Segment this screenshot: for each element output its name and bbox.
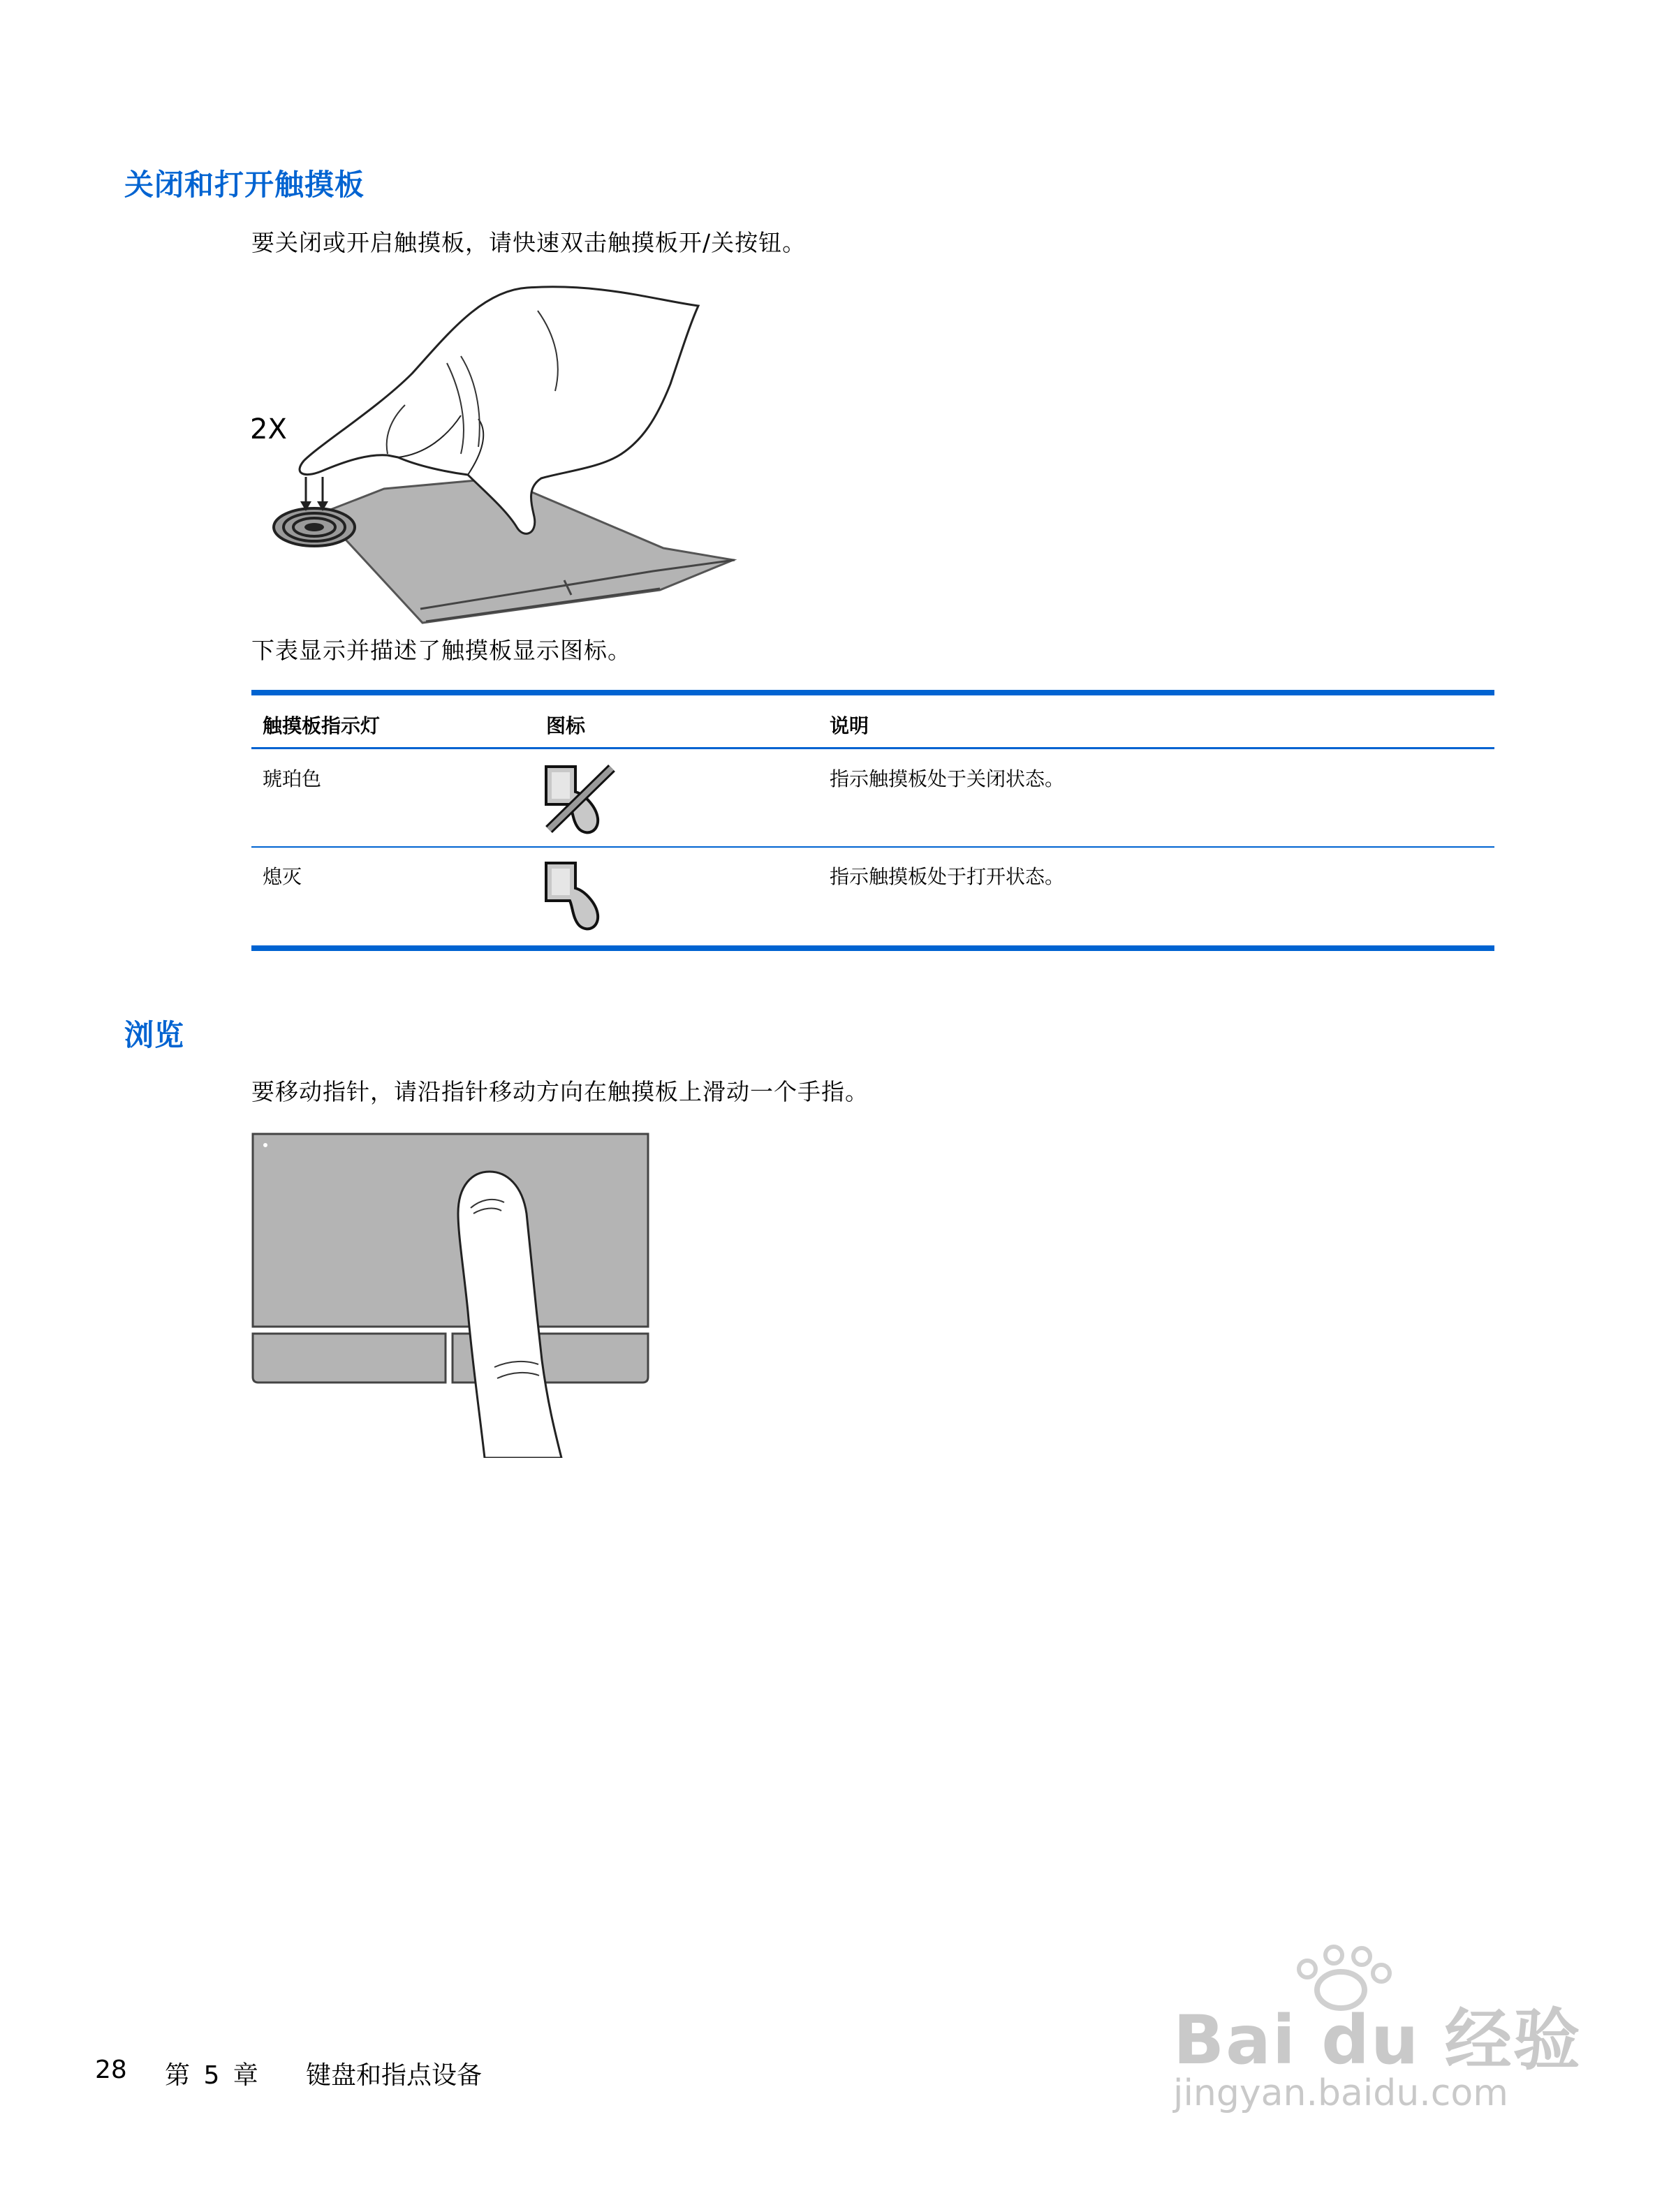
touchpad-on-icon bbox=[542, 857, 620, 936]
table-header-rule bbox=[251, 747, 1494, 749]
page-number: 28 bbox=[95, 2056, 127, 2084]
hand-icon bbox=[300, 287, 698, 534]
baidu-watermark-url: jingyan.baidu.com bbox=[1173, 2072, 1508, 2114]
section-heading-touchpad-toggle: 关闭和打开触摸板 bbox=[124, 168, 365, 202]
indicator-description: 指示触摸板处于打开状态。 bbox=[830, 865, 1065, 888]
baidu-watermark-brand: Bai du 经验 bbox=[1173, 2001, 1582, 2079]
touchpad-surface bbox=[253, 1134, 648, 1327]
table-intro: 下表显示并描述了触摸板显示图标。 bbox=[251, 637, 631, 664]
touchpad-left-button bbox=[253, 1334, 446, 1382]
indicator-description: 指示触摸板处于关闭状态。 bbox=[830, 767, 1065, 790]
indicator-light-state: 熄灭 bbox=[263, 865, 302, 888]
table-header-icon: 图标 bbox=[546, 714, 586, 737]
chapter-label: 第 5 章 bbox=[165, 2061, 261, 2090]
table-top-rule bbox=[251, 690, 1494, 695]
table-bottom-rule bbox=[251, 945, 1494, 951]
toggle-instructions: 要关闭或开启触摸板，请快速双击触摸板开/关按钮。 bbox=[251, 229, 807, 256]
table-row-rule bbox=[251, 846, 1494, 848]
table-header-description: 说明 bbox=[830, 714, 869, 737]
double-tap-illustration bbox=[237, 279, 768, 628]
touchpad-off-icon bbox=[542, 761, 620, 839]
double-tap-label: 2X bbox=[250, 413, 287, 445]
indicator-light-state: 琥珀色 bbox=[263, 767, 322, 790]
finger-slide-illustration bbox=[249, 1130, 654, 1458]
table-header-light: 触摸板指示灯 bbox=[263, 714, 381, 737]
chapter-title: 键盘和指点设备 bbox=[306, 2061, 483, 2090]
navigation-instructions: 要移动指针，请沿指针移动方向在触摸板上滑动一个手指。 bbox=[251, 1078, 869, 1105]
section-heading-navigation: 浏览 bbox=[124, 1018, 185, 1052]
